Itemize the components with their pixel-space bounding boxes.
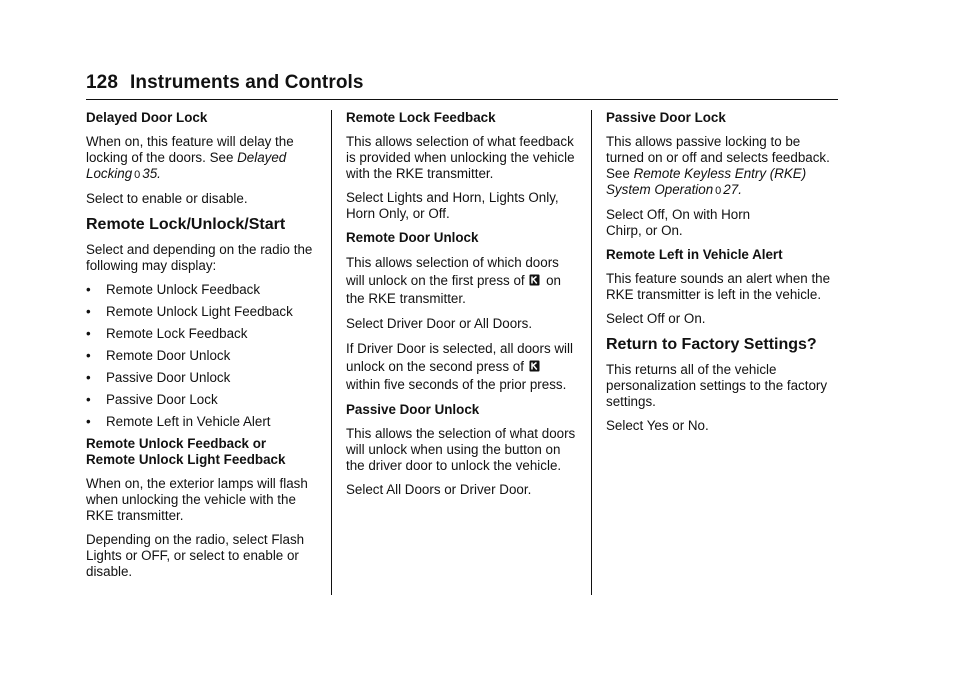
list-item [86,370,318,386]
list-item-label: Remote Lock Feedback [106,326,248,341]
remote-lock-options-list [86,282,318,430]
rke-operation-page[interactable]: 27. [723,182,742,197]
list-item [86,392,318,408]
bullet-icon: • [86,348,91,363]
column-right [606,110,838,442]
door-unlock-desc-end: on the RKE transmitter. [346,273,561,306]
remote-lock-section-heading: Remote Lock/Unlock/Start [86,216,286,233]
delayed-door-lock-select: Select to enable or disable. [86,191,248,206]
unlock-key-icon [529,360,540,372]
passive-lock-select [606,207,838,239]
list-item [86,414,318,430]
header-rule [86,99,838,100]
list-item-label: Remote Door Unlock [106,348,231,363]
list-item-label: Passive Door Lock [106,392,218,407]
bullet-icon: • [86,326,91,341]
page-title: Instruments and Controls [130,72,364,93]
passive-lock-select-line2: Chirp, or On. [606,223,683,238]
page-ref-icon: 0 [134,169,141,181]
page-number: 128 [86,72,119,93]
left-alert-heading: Remote Left in Vehicle Alert [606,247,783,262]
unlock-feedback-select: Depending on the radio, select Flash Lights or OFF, or select to enable or disable. [86,532,305,579]
column-left [86,110,318,588]
page-ref-icon: 0 [715,185,722,197]
passive-lock-text [606,134,838,199]
remote-lock-intro: Select and depending on the radio the following may display: [86,242,313,273]
bullet-icon: • [86,304,91,319]
passive-lock-heading: Passive Door Lock [606,110,726,125]
lock-feedback-select: Select Lights and Horn, Lights Only, Horn Only, or Off. [346,190,559,221]
list-item-label: Passive Door Unlock [106,370,231,385]
column-divider [591,110,592,595]
lock-feedback-text: This allows selection of what feedback is provided when unlocking the vehicle with the RKE transmitter. [346,134,575,181]
column-middle [346,110,578,506]
factory-settings-select: Select Yes or No. [606,418,709,433]
door-unlock-if-end: within five seconds of the prior press. [346,377,567,392]
delayed-door-lock-text [86,134,318,183]
door-unlock-select: Select Driver Door or All Doors. [346,316,533,331]
list-item-label: Remote Left in Vehicle Alert [106,414,271,429]
passive-unlock-text: This allows the selection of what doors will unlock when using the button on the driver door to unlock the vehicle. [346,426,576,473]
passive-unlock-select: Select All Doors or Driver Door. [346,482,532,497]
delayed-door-lock-desc: When on, this feature will delay the locking of the doors. See [86,134,294,165]
list-item [86,326,318,342]
door-unlock-if-desc: If Driver Door is selected, all doors will unlock on the second press of [346,341,573,374]
bullet-icon: • [86,282,91,297]
factory-settings-heading: Return to Factory Settings? [606,336,817,353]
door-unlock-text [346,254,578,308]
passive-lock-select-line1: Select Off, On with Horn [606,207,751,222]
delayed-door-lock-heading: Delayed Door Lock [86,110,208,125]
list-item [86,282,318,298]
unlock-feedback-heading: Remote Unlock Feedback or Remote Unlock Light Feedback [86,436,286,467]
list-item [86,348,318,364]
column-divider [331,110,332,595]
left-alert-select: Select Off or On. [606,311,706,326]
bullet-icon: • [86,370,91,385]
bullet-icon: • [86,414,91,429]
page-header [86,72,364,94]
list-item-label: Remote Unlock Feedback [106,282,261,297]
passive-lock-desc: This allows passive locking to be turned on or off and selects feedback. See [606,134,830,181]
passive-unlock-heading: Passive Door Unlock [346,402,480,417]
list-item [86,304,318,320]
lock-feedback-heading: Remote Lock Feedback [346,110,496,125]
list-item-label: Remote Unlock Light Feedback [106,304,293,319]
door-unlock-if [346,340,578,394]
delayed-locking-link[interactable]: Delayed Locking [86,150,287,181]
left-alert-text: This feature sounds an alert when the RKE transmitter is left in the vehicle. [606,271,831,302]
door-unlock-desc: This allows selection of which doors will unlock on the first press of [346,255,559,288]
unlock-feedback-text: When on, the exterior lamps will flash when unlocking the vehicle with the RKE transmitter. [86,476,308,523]
factory-settings-text: This returns all of the vehicle personalization settings to the factory settings. [606,362,828,409]
door-unlock-heading: Remote Door Unlock [346,230,479,245]
rke-operation-link[interactable]: Remote Keyless Entry (RKE) System Operation [606,166,807,197]
bullet-icon: • [86,392,91,407]
unlock-key-icon [529,274,540,286]
delayed-locking-page[interactable]: 35. [142,166,161,181]
